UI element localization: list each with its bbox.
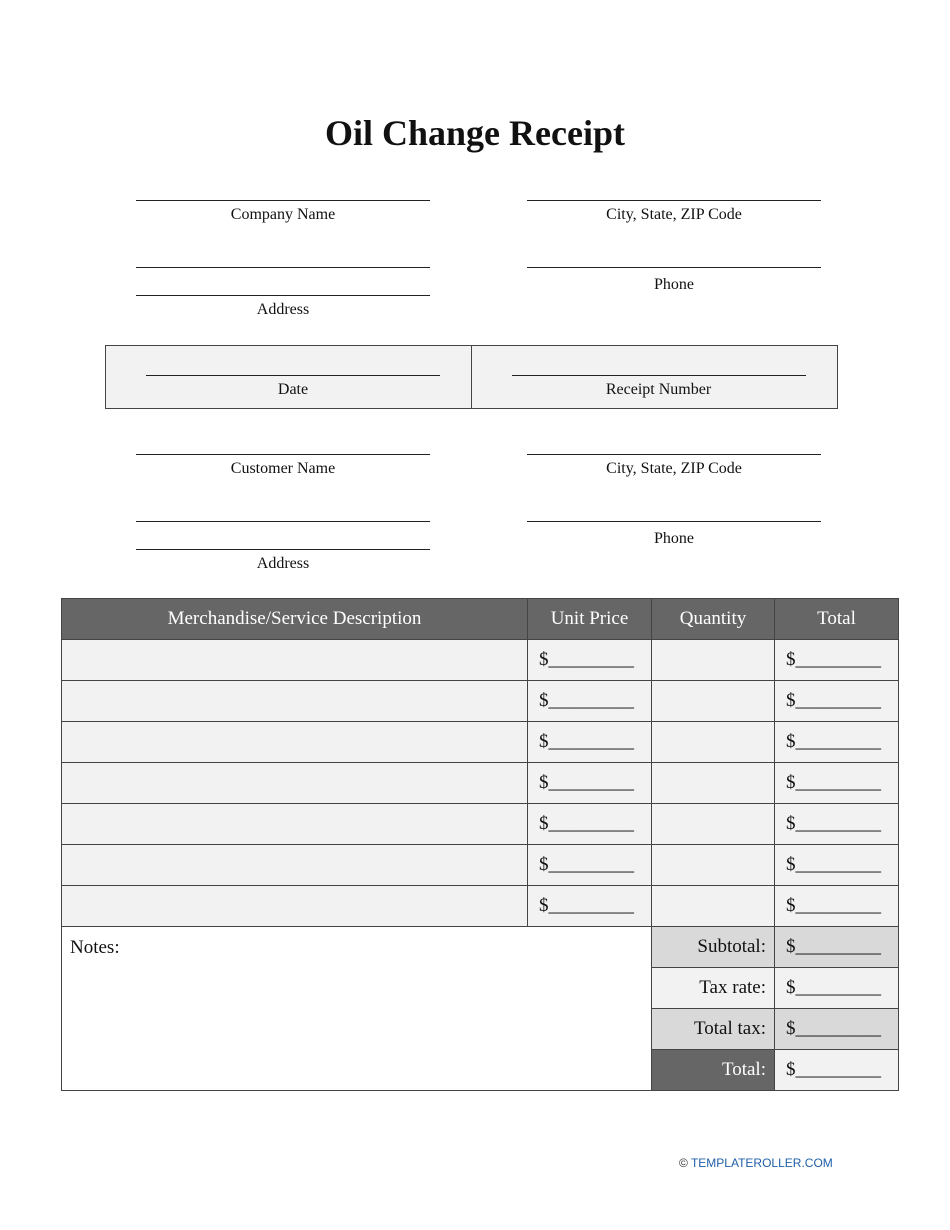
page-title: Oil Change Receipt xyxy=(325,113,625,153)
quantity-cell[interactable] xyxy=(652,722,775,763)
unit-price-cell[interactable]: $_________ xyxy=(528,886,652,927)
table-row xyxy=(62,722,899,763)
notes-label: Notes: xyxy=(70,937,120,958)
customer-address-line-1 xyxy=(136,521,430,522)
tax-rate-value[interactable]: $_________ xyxy=(775,968,899,1009)
header-total: Total xyxy=(775,599,899,640)
line-total-cell[interactable]: $_________ xyxy=(775,804,899,845)
customer-phone-line xyxy=(527,521,821,522)
company-address-field[interactable] xyxy=(136,267,430,319)
customer-name-line xyxy=(136,454,430,455)
copyright-symbol: © xyxy=(679,1156,688,1170)
table-row xyxy=(62,640,899,681)
description-cell[interactable] xyxy=(62,804,528,845)
customer-address-line-2 xyxy=(136,549,430,550)
table-row xyxy=(62,804,899,845)
company-name-line xyxy=(136,200,430,201)
templateroller-link[interactable]: TEMPLATEROLLER.COM xyxy=(690,1156,833,1170)
receipt-number-line xyxy=(512,375,806,376)
description-cell[interactable] xyxy=(62,722,528,763)
table-row xyxy=(62,845,899,886)
company-city-field[interactable] xyxy=(527,200,821,224)
description-cell[interactable] xyxy=(62,845,528,886)
customer-phone-label: Phone xyxy=(654,530,694,547)
customer-city-line xyxy=(527,454,821,455)
quantity-cell[interactable] xyxy=(652,886,775,927)
notes-area[interactable] xyxy=(62,927,652,1091)
unit-price-cell[interactable]: $_________ xyxy=(528,804,652,845)
customer-name-field[interactable] xyxy=(136,454,430,478)
grand-total-label: Total: xyxy=(652,1050,775,1091)
customer-address-label: Address xyxy=(256,555,310,572)
line-total-cell[interactable]: $_________ xyxy=(775,886,899,927)
header-description: Merchandise/Service Description xyxy=(62,599,528,640)
line-total-cell[interactable]: $_________ xyxy=(775,722,899,763)
company-address-line-1 xyxy=(136,267,430,268)
quantity-cell[interactable] xyxy=(652,804,775,845)
company-city-label: City, State, ZIP Code xyxy=(606,206,742,223)
table-header-row xyxy=(62,599,899,640)
grand-total-value[interactable]: $_________ xyxy=(775,1050,899,1091)
receipt-number-field[interactable] xyxy=(512,375,806,399)
line-total-cell[interactable]: $_________ xyxy=(775,845,899,886)
receipt-info-box xyxy=(105,345,838,409)
unit-price-cell[interactable]: $_________ xyxy=(528,722,652,763)
line-total-cell[interactable]: $_________ xyxy=(775,681,899,722)
footer xyxy=(679,1156,833,1170)
subtotal-label: Subtotal: xyxy=(652,927,775,968)
date-cell xyxy=(106,346,472,408)
company-name-label: Company Name xyxy=(230,206,336,223)
customer-city-label: City, State, ZIP Code xyxy=(606,460,742,477)
quantity-cell[interactable] xyxy=(652,763,775,804)
items-table xyxy=(61,598,899,1091)
customer-name-label: Customer Name xyxy=(230,460,336,477)
quantity-cell[interactable] xyxy=(652,640,775,681)
description-cell[interactable] xyxy=(62,640,528,681)
total-tax-value[interactable]: $_________ xyxy=(775,1009,899,1050)
customer-city-field[interactable] xyxy=(527,454,821,478)
date-field[interactable] xyxy=(146,375,440,399)
company-name-field[interactable] xyxy=(136,200,430,224)
company-address-line-2 xyxy=(136,295,430,296)
company-phone-label: Phone xyxy=(654,276,694,293)
unit-price-cell[interactable]: $_________ xyxy=(528,640,652,681)
table-row xyxy=(62,763,899,804)
receipt-number-cell xyxy=(472,346,838,408)
customer-address-field[interactable] xyxy=(136,521,430,573)
quantity-cell[interactable] xyxy=(652,845,775,886)
description-cell[interactable] xyxy=(62,763,528,804)
date-line xyxy=(146,375,440,376)
line-total-cell[interactable]: $_________ xyxy=(775,763,899,804)
company-phone-field[interactable] xyxy=(527,267,821,294)
description-cell[interactable] xyxy=(62,886,528,927)
table-row xyxy=(62,886,899,927)
subtotal-value[interactable]: $_________ xyxy=(775,927,899,968)
table-row xyxy=(62,681,899,722)
unit-price-cell[interactable]: $_________ xyxy=(528,845,652,886)
company-phone-line xyxy=(527,267,821,268)
header-unit-price: Unit Price xyxy=(528,599,652,640)
tax-rate-label: Tax rate: xyxy=(652,968,775,1009)
receipt-number-label: Receipt Number xyxy=(605,381,712,398)
unit-price-cell[interactable]: $_________ xyxy=(528,681,652,722)
date-label: Date xyxy=(277,381,309,398)
total-tax-label: Total tax: xyxy=(652,1009,775,1050)
description-cell[interactable] xyxy=(62,681,528,722)
subtotal-row xyxy=(62,927,899,968)
company-address-label: Address xyxy=(256,301,310,318)
unit-price-cell[interactable]: $_________ xyxy=(528,763,652,804)
line-total-cell[interactable]: $_________ xyxy=(775,640,899,681)
customer-phone-field[interactable] xyxy=(527,521,821,548)
header-quantity: Quantity xyxy=(652,599,775,640)
company-city-line xyxy=(527,200,821,201)
quantity-cell[interactable] xyxy=(652,681,775,722)
